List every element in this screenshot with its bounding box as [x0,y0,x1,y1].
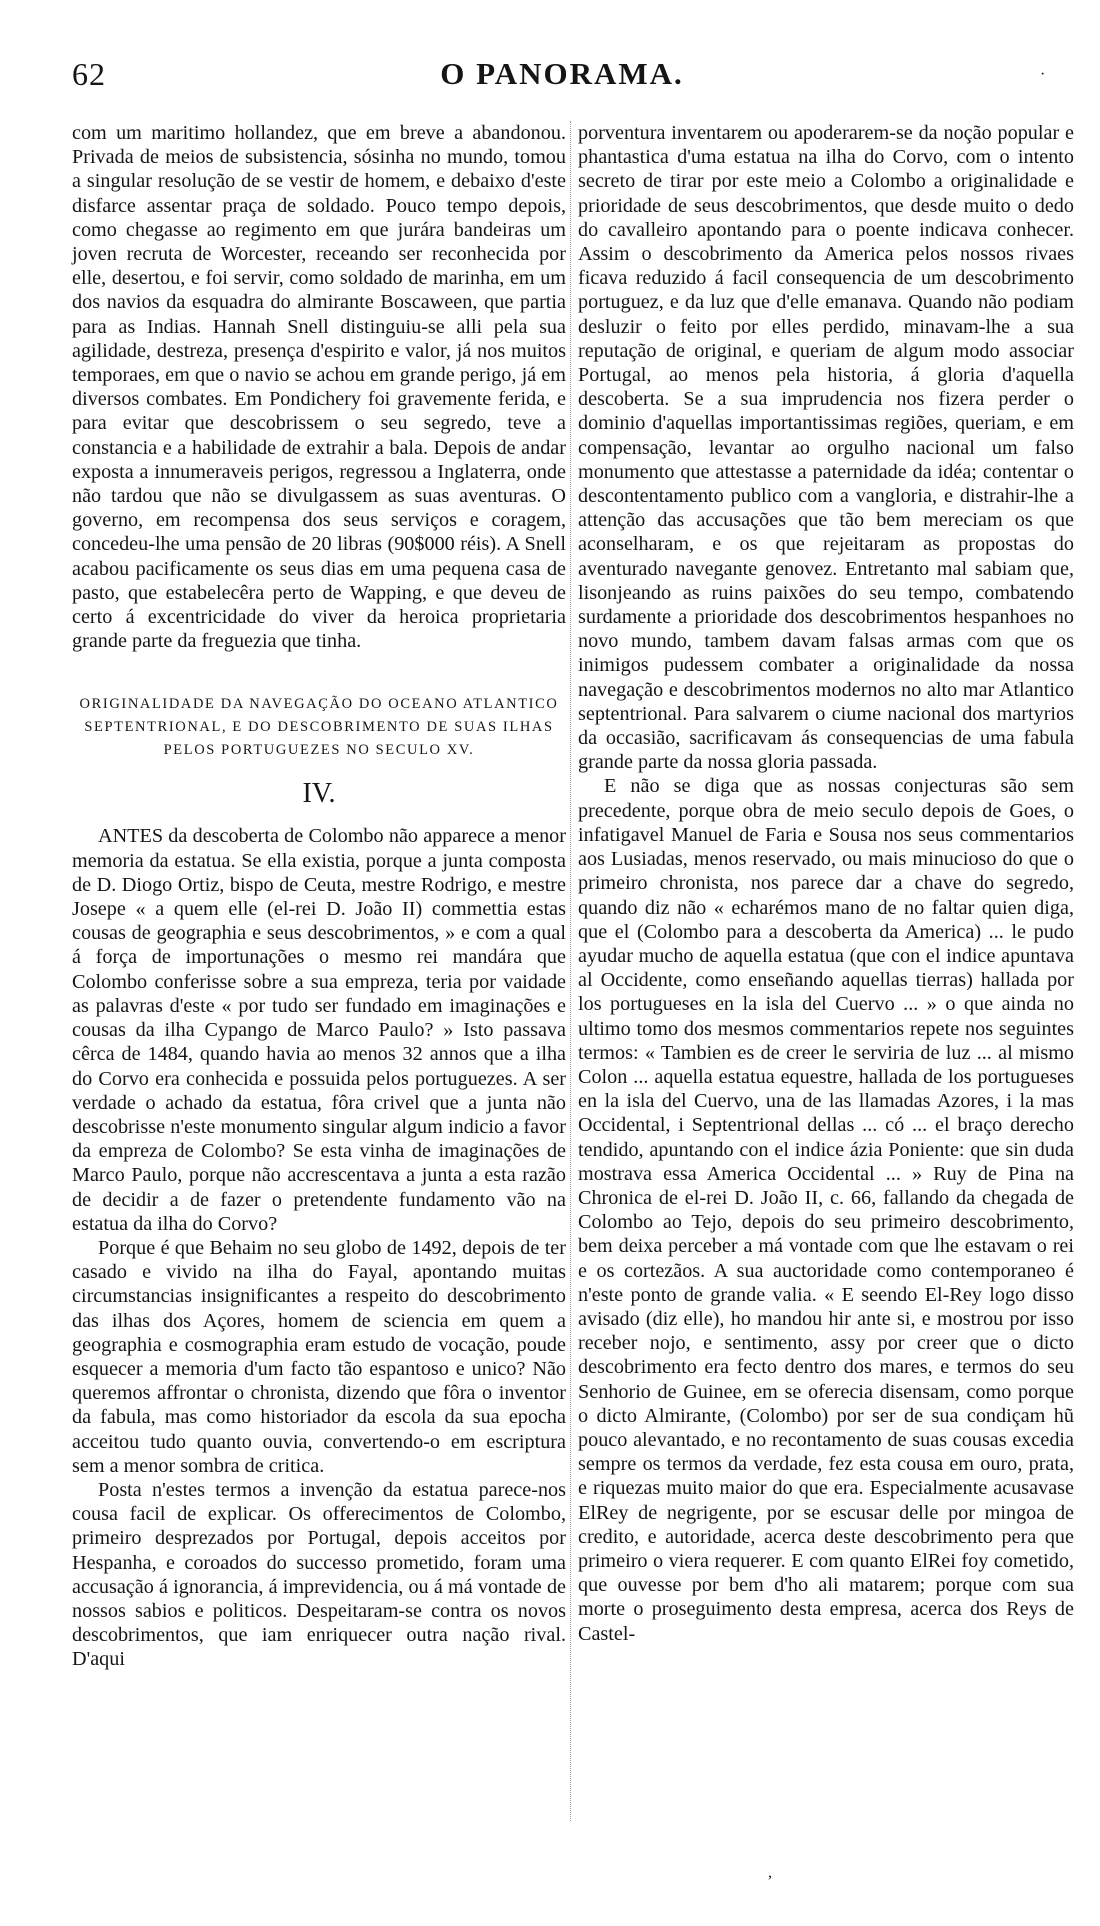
paragraph: ANTES da descoberta de Colombo não apparece a menor memoria da estatua. Se ella existia, porque a junta composta de D. Diogo Ortiz, bispo de Ceuta, mestre Rodrigo, e mestre Josepe « a quem elle (el-rei D. João II) commettia estas cousas de geographia e seus descobrimentos, » e com a qual á força de importunações o mesmo rei mandára que Colombo conferisse sobre a sua empreza, teria por vaidade as palavras d'este « por tudo ser fundado em imaginações e cousas da ilha Cypango de Marco Paulo? » Isto passava cêrca de 1484, quando havia ao menos 32 annos que a ilha do Corvo era conhecida e possuida pelos portuguezes. A ser verdade o achado da estatua, fôra crivel que a junta não descobrisse n'este monumento singular algum indicio a favor da empreza de Colombo? Se esta vinha de imaginações de Marco Paulo, porque não accrescentava a junta a esta razão de decidir a de fazer o pretendente fundamento vão na estatua da ilha do Corvo? [72,825,566,1235]
paragraph: com um maritimo hollandez, que em breve a abandonou. Privada de meios de subsistencia, sósinha no mundo, tomou a singular resolução de se vestir de homem, e debaixo d'este disfarce assentar praça de soldado. Pouco tempo depois, como chegasse ao regimento em que jurára bandeiras um joven recruta de Worcester, receando ser reconhecida por elle, desertou, e foi servir, como soldado de marinha, em um dos navios da esquadra do almirante Boscaween, que partia para as Indias. Hannah Snell distinguiu-se alli pela sua agilidade, destreza, presença d'espirito e valor, já nos muitos temporaes, em que o navio se achou em grande perigo, já em diversos combates. Em Pondichery foi gravemente ferida, e para evitar que descobrissem o seu segredo, teve a constancia e a habilidade de extrahir a bala. Depois de andar exposta a innumeraveis perigos, regressou a Inglaterra, onde não tardou que não se divulgassem as suas aventuras. O governo, em recompensa dos seus serviços e coragem, concedeu-lhe uma pensão de 20 libras (90$000 réis). A Snell acabou pacificamente os seus dias em uma pequena casa de pasto, que estabelecêra perto de Wapping, e que deveu de certo á excentricidade do viver da heroica proprietaria grande parte da freguezia que tinha. [72,122,566,653]
paragraph: E não se diga que as nossas conjecturas são sem precedente, porque obra de meio seculo depois de Goes, o infatigavel Manuel de Faria e Sousa nos seus commentarios aos Lusiadas, menos reservado, ou mais minucioso do que o primeiro chronista, nos parece dar a chave do segredo, quando diz não « echarémos mano de no faltar quien diga, que el (Colombo para a descoberta da America) ... le pudo ayudar mucho de aquella estatua (que con el indice apuntava al Occidente, como enseñando aquellas tierras) hallada por los portugueses en la isla del Cuervo ... » o que ainda no ultimo tomo dos mesmos commentarios repete nos seguintes termos: « Tambien es de creer le serviria de luz ... al mismo Colon ... aquella estatua equestre, hallada de los portugueses en la isla del Cuervo, una de las llamadas Azores, i la mas Occidental, i Septentrional dellas ... có ... el braço derecho tendido, apuntando con el indice ázia Poniente: que sin duda mostrava essa America Occidental ... » Ruy de Pina na Chronica de el-rei D. João II, c. 66, fallando da chegada de Colombo ao Tejo, depois do seu primeiro descobrimento, bem deixa perceber a má vontade com que lhe estavam o rei e os cortezãos. A sua auctoridade como contemporaneo é n'este ponto de grande valia. « E seendo El-Rey logo disso avisado (diz elle), ho mandou hir ante si, e mostrou por isso receber nojo, e sentimento, assy por creer que o dicto descobrimento era fecto dentro dos mares, e termos do seu Senhorio de Guinee, em se oferecia disensam, como porque o dicto Almirante, (Colombo) por ser de sua condiçam hũ pouco alevantado, e no recontamento de suas cousas excedia sempre os termos da verdade, fez esta cousa em ouro, prata, e riquezas muito maior do que era. Especialmente acusavase ElRey de negrigente, por se escusar delle por mingoa de credito, e autoridade, acerca deste descobrimento pera que primeiro o viera requerer. E com quanto ElRei foy cometido, que ouvesse por bem d'ho ali matarem; porque com sua morte o proseguimento desta empresa, acerca dos Reys de Castel- [578,775,1074,1645]
paragraph: Posta n'estes termos a invenção da estatua parece-nos cousa facil de explicar. Os offerecimentos de Colombo, primeiro desprezados por Portugal, depois acceitos por Hespanha, e coroados do successo prometido, foram uma accusação á ignorancia, á imprevidencia, ou á má vontade de nossos sabios e politicos. Despeitaram-se contra os novos descobrimentos, que iam enriquecer outra nação rival. D'aqui [72,1478,566,1671]
column-divider [570,121,571,1821]
page-header [72,56,1052,96]
paragraph: porventura inventarem ou apoderarem-se da noção popular e phantastica d'uma estatua na ilha do Corvo, com o intento secreto de tirar por este meio a Colombo a originalidade e prioridade de seus descobrimentos, que desde muito o dedo do cavalleiro apontando para o poente indicava conhecer. Assim o descobrimento da America pelos nossos rivaes ficava reduzido á facil consequencia de um descobrimento portuguez, e da luz que d'elle emanava. Quando não podiam desluzir o feito por elles perdido, minavam-lhe a sua reputação de original, e queriam de algum modo associar Portugal, ao menos pela historia, á gloria d'aquella descoberta. Se a sua imprudencia nos fizera perder o dominio d'aquellas importantissimas regiões, queriam, e em compensação, levantar ao orgulho nacional um falso monumento que attestasse a paternidade da idéa; contentar o descontentamento publico com a vangloria, e distrahir-lhe a attenção das accusações que tão bem mereciam os que aconselharam, e os que rejeitaram as propostas do aventurado navegante genovez. Entretanto mal sabiam que, lisonjeando as ruins paixões do seu tempo, combatendo surdamente a prioridade dos descobrimentos hespanhoes no novo mundo, tambem davam falsas armas com que os inimigos pudessem combater a originalidade da nossa navegação e descobrimentos modernos no alto mar Atlantico septentrional. Para salvarem o ciume nacional dos martyrios da occasião, sacrificavam ás consequencias de uma fabula grande parte da nossa gloria passada. [578,122,1074,774]
signature-mark: , [768,1864,772,1881]
right-column [578,121,1074,1646]
printer-mark: · [1040,66,1046,83]
page-number: 62 [72,56,106,92]
running-title: O PANORAMA. [440,56,684,91]
section-heading: ORIGINALIDADE DA NAVEGAÇÃO DO OCEANO ATLANTICO SEPTENTRIONAL, E DO DESCOBRIMENTO DE SUAS ILHAS PELOS PORTUGUEZES NO SECULO XV. [79,696,559,759]
paragraph: Porque é que Behaim no seu globo de 1492, depois de ter casado e vivido na ilha do Fayal, apontando muitas circumstancias insignificantes a respeito do descobrimento das ilhas dos Açores, homem de sciencia em quem a geographia e cosmographia eram estudo de vocação, poude esquecer a memoria d'um facto tão espantoso e unico? Não queremos affrontar o chronista, dizendo que fôra o inventor da fabula, mas como historiador da escola da sua epocha acceitou tudo quanto ouvia, convertendo-o em escriptura sem a menor sombra de critica. [72,1236,566,1477]
left-column [72,121,566,1672]
section-number: IV. [302,778,336,810]
